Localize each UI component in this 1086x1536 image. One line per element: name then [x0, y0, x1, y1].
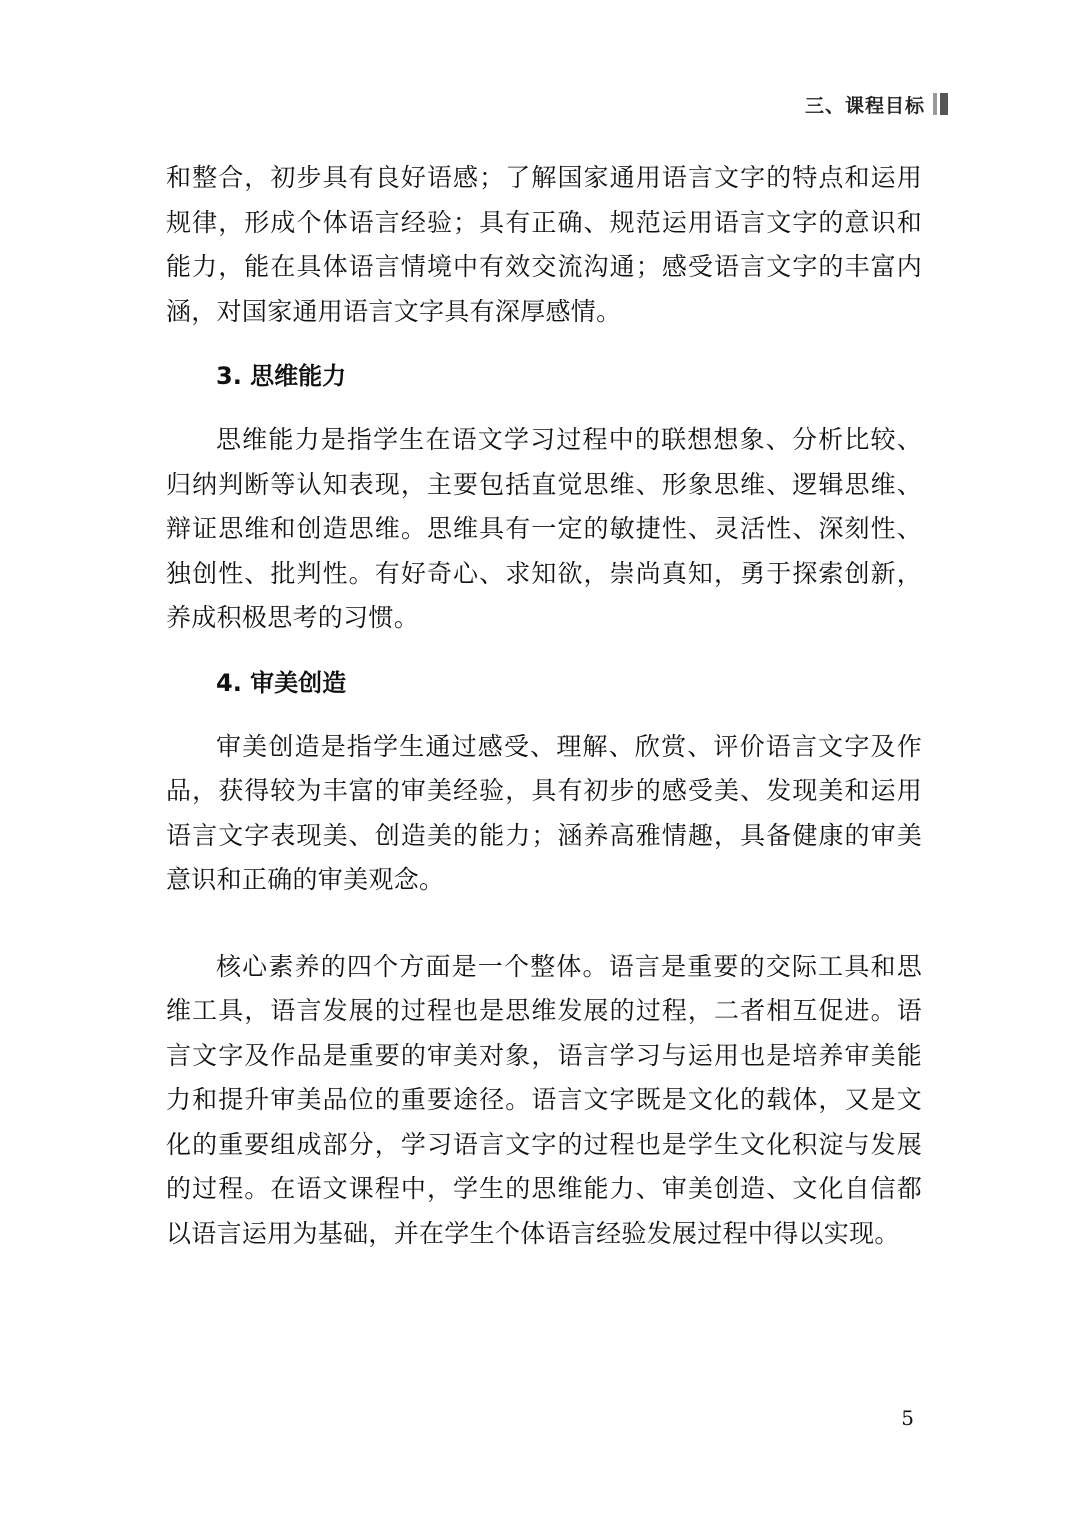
- section-heading-thinking: 3. 思维能力: [216, 362, 347, 390]
- paragraph-summary: 核心素养的四个方面是一个整体。语言是重要的交际工具和思维工具，语言发展的过程也是思维发展的过程，二者相互促进。语言文字及作品是重要的审美对象，语言学习与运用也是培养审美能力和提升审美品位的重要途径。语言文字既是文化的载体，又是文化的重要组成部分，学习语言文字的过程也是学生文化积淀与发展的过程。在语文课程中，学生的思维能力、审美创造、文化自信都以语言运用为基础，并在学生个体语言经验发展过程中得以实现。: [166, 951, 922, 1248]
- running-header: [805, 92, 948, 116]
- section-heading-aesthetic: 4. 审美创造: [216, 668, 347, 697]
- paragraph-continuation: 和整合，初步具有良好语感；了解国家通用语言文字的特点和运用规律，形成个体语言经验；具有正确、规范运用语言文字的意识和能力，能在具体语言情境中有效交流沟通；感受语言文字的丰富内涵，对国家通用语言文字具有深厚感情。: [166, 163, 922, 326]
- header-bar-marker-icon: [933, 93, 948, 115]
- chapter-title: 三、课程目标: [804, 94, 925, 117]
- page-number: 5: [901, 1406, 914, 1430]
- main-content: [166, 156, 922, 1256]
- paragraph-thinking: 思维能力是指学生在语文学习过程中的联想想象、分析比较、归纳判断等认知表现，主要包括直觉思维、形象思维、逻辑思维、辩证思维和创造思维。思维具有一定的敏捷性、灵活性、深刻性、独创性、批判性。有好奇心、求知欲，崇尚真知，勇于探索创新，养成积极思考的习惯。: [166, 425, 922, 632]
- paragraph-aesthetic: 审美创造是指学生通过感受、理解、欣赏、评价语言文字及作品，获得较为丰富的审美经验，具有初步的感受美、发现美和运用语言文字表现美、创造美的能力；涵养高雅情趣，具备健康的审美意识和正确的审美观念。: [166, 731, 922, 894]
